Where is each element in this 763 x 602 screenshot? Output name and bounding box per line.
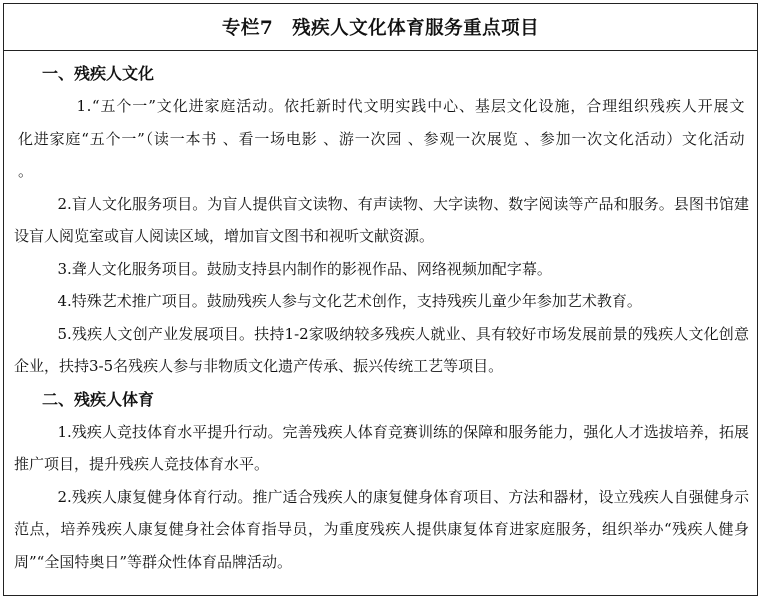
culture-item-1: 1.“五个一”文化进家庭活动。依托新时代文明实践中心、基层文化设施，合理组织残疾人开展文化进家庭“五个一”（读一本书 、看一场电影 、游一次园 、参观一次展览 、参加一次文化活动）文化活动 。 bbox=[18, 97, 745, 180]
section-heading-sports: 二、残疾人体育 bbox=[42, 389, 155, 409]
culture-item-3: 3.聋人文化服务项目。鼓励支持县内制作的影视作品、网络视频加配字幕。 bbox=[57, 259, 552, 278]
feature-box bbox=[3, 3, 758, 596]
culture-item-2: 2.盲人文化服务项目。为盲人提供盲文读物、有声读物、大字读物、数字阅读等产品和服务。县图书馆建设盲人阅览室或盲人阅读区域，增加盲文图书和视听文献资源。 bbox=[14, 194, 749, 245]
box-content bbox=[4, 51, 757, 578]
box-title: 专栏7 残疾人文化体育服务重点项目 bbox=[221, 18, 540, 39]
box-title-row bbox=[4, 4, 757, 51]
sports-item-2: 2.残疾人康复健身体育行动。推广适合残疾人的康复健身体育项目、方法和器材，设立残疾人自强健身示范点，培养残疾人康复健身社会体育指导员，为重度残疾人提供康复体育进家庭服务，组织举办“残疾人健身周”“全国特奥日”等群众性体育品牌活动。 bbox=[14, 487, 749, 571]
culture-item-4: 4.特殊艺术推广项目。鼓励残疾人参与文化艺术创作，支持残疾儿童少年参加艺术教育。 bbox=[57, 292, 642, 310]
culture-item-5: 5.残疾人文创产业发展项目。扶持1-2家吸纳较多残疾人就业、具有较好市场发展前景的残疾人文化创意企业，扶持3-5名残疾人参与非物质文化遗产传承、振兴传统工艺等项目。 bbox=[14, 324, 749, 375]
sports-item-1: 1.残疾人竞技体育水平提升行动。完善残疾人体育竞赛训练的保障和服务能力，强化人才选拔培养，拓展推广项目，提升残疾人竞技体育水平。 bbox=[14, 422, 749, 473]
section-heading-culture: 一、残疾人文化 bbox=[42, 64, 155, 83]
